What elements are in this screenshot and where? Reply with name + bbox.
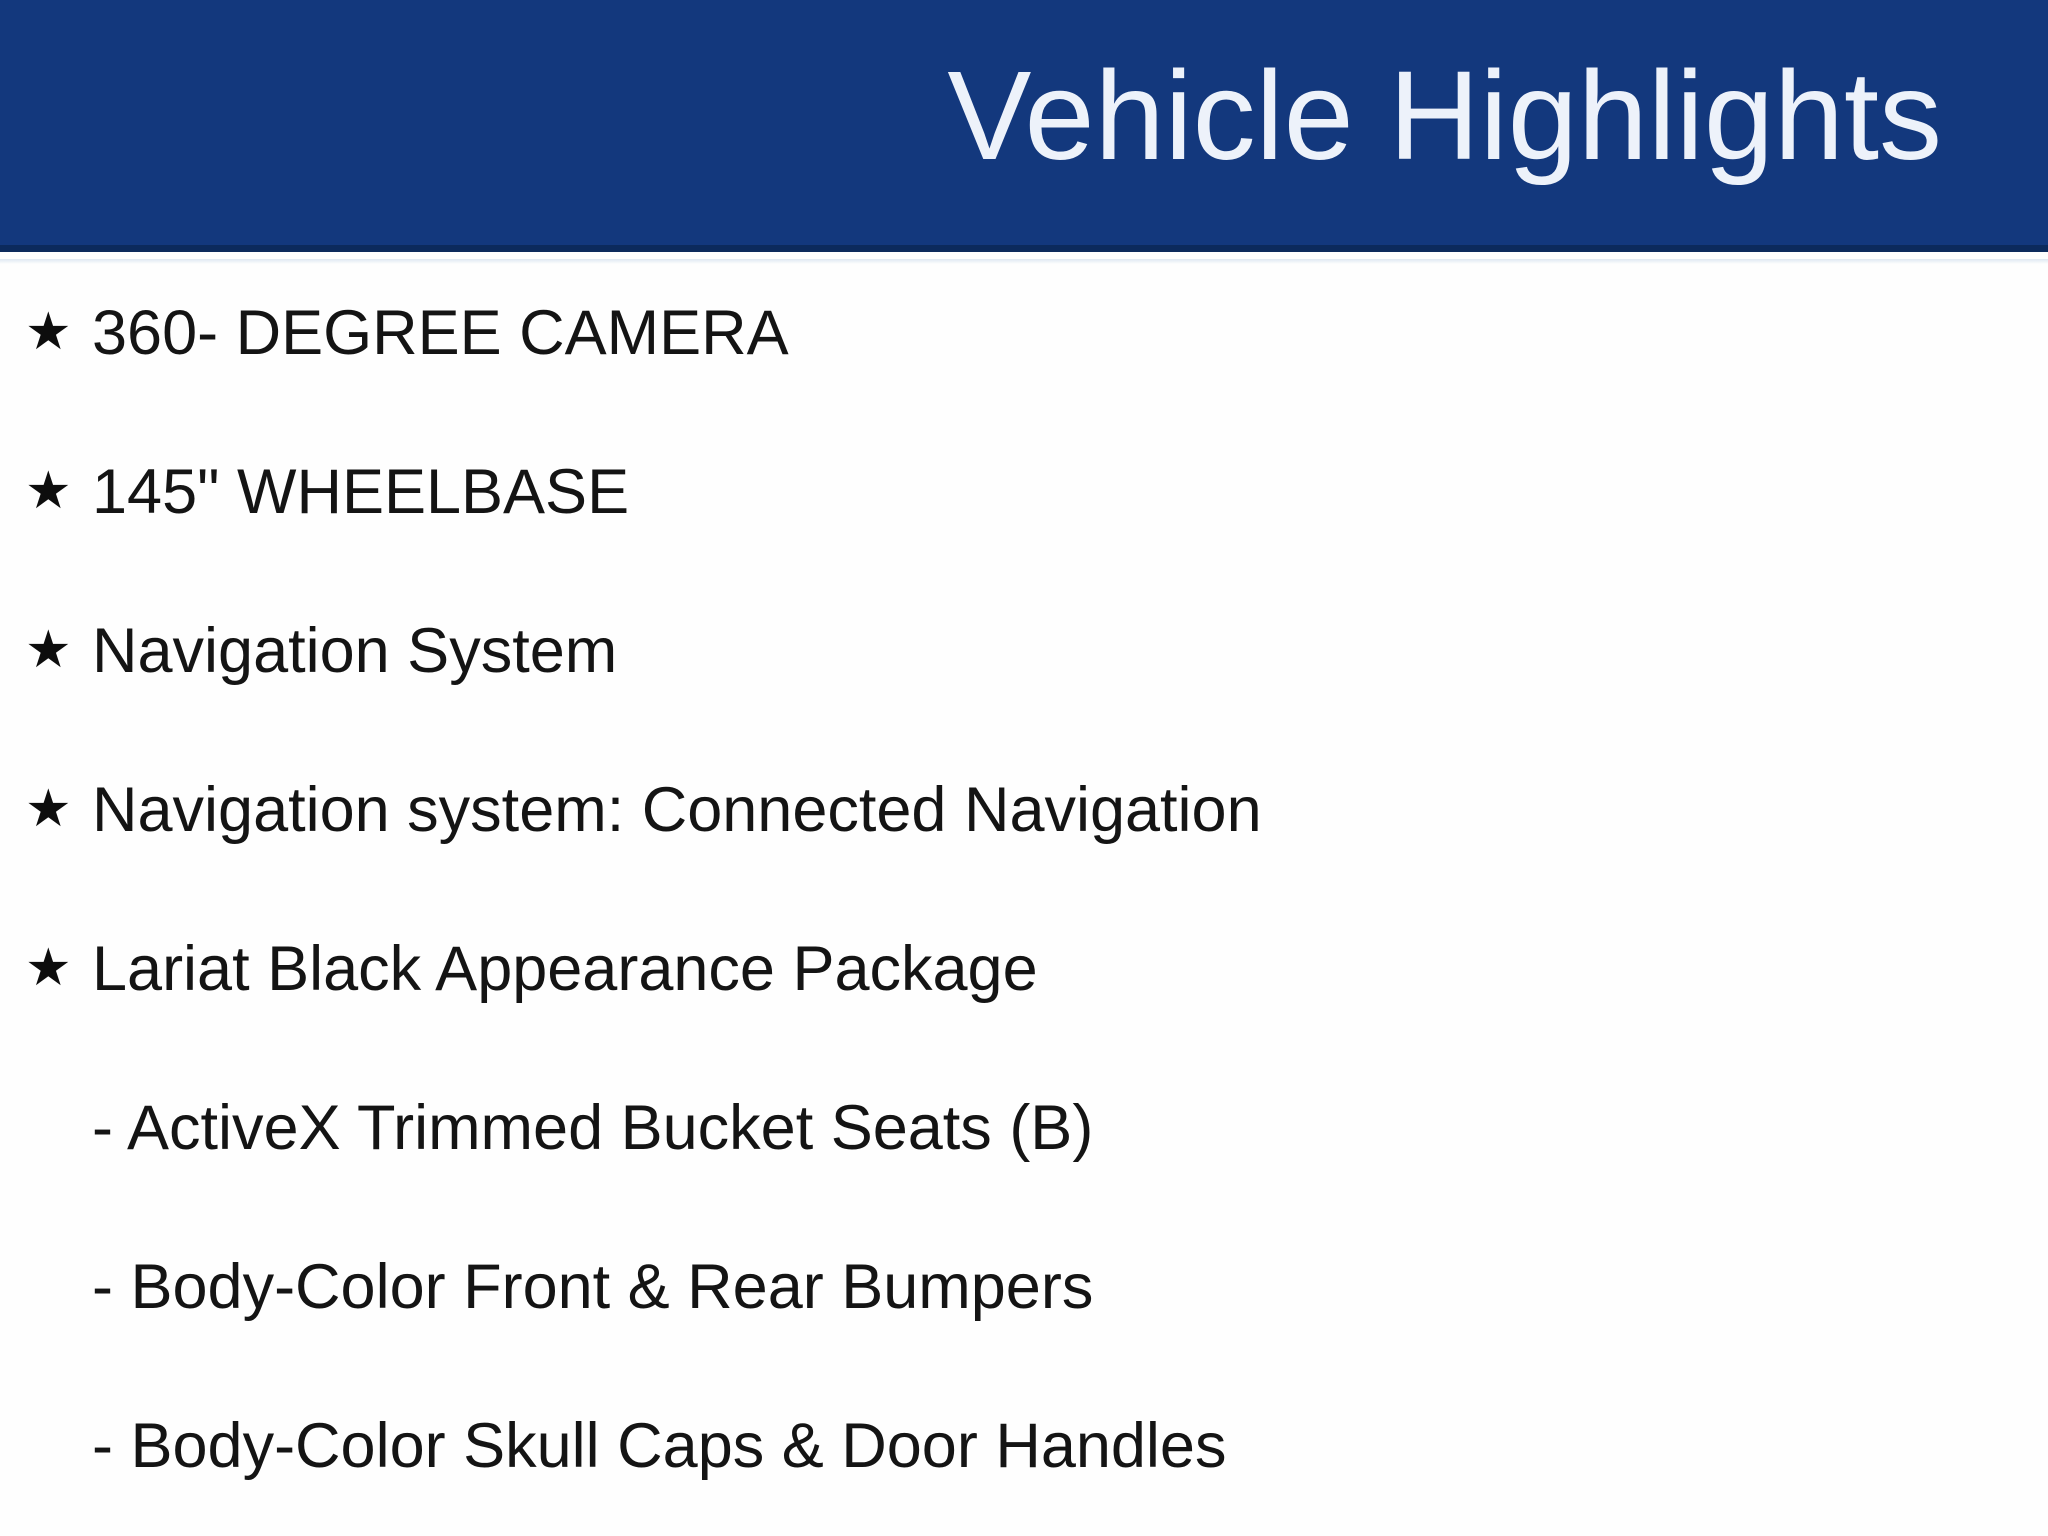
highlight-item (0, 254, 2048, 413)
highlight-item (0, 890, 2048, 1049)
highlight-item-label: Navigation System (92, 616, 618, 686)
star-bullet-icon: ★ (25, 461, 72, 520)
highlight-item-label: 360- DEGREE CAMERA (92, 298, 789, 368)
star-bullet-icon: ★ (25, 779, 72, 838)
star-bullet-icon: ★ (25, 302, 72, 361)
highlight-sub-item-label: - Body-Color Front & Rear Bumpers (92, 1252, 1094, 1322)
slide-header (0, 0, 2048, 252)
highlight-item (0, 731, 2048, 890)
highlight-item-label: 145" WHEELBASE (92, 457, 630, 527)
highlight-sub-item (0, 1367, 2048, 1526)
highlight-item (0, 413, 2048, 572)
highlight-sub-item-label: - Body-Color Skull Caps & Door Handles (92, 1411, 1227, 1481)
highlight-sub-item (0, 1049, 2048, 1208)
highlight-sub-item-label: - ActiveX Trimmed Bucket Seats (B) (92, 1093, 1094, 1163)
highlight-item-label: Navigation system: Connected Navigation (92, 775, 1262, 845)
star-bullet-icon: ★ (25, 620, 72, 679)
highlight-item-label: Lariat Black Appearance Package (92, 934, 1038, 1004)
star-bullet-icon: ★ (25, 938, 72, 997)
highlight-item (0, 572, 2048, 731)
page-title: Vehicle Highlights (947, 44, 1942, 186)
highlight-sub-item (0, 1208, 2048, 1367)
highlights-list (0, 252, 2048, 1526)
